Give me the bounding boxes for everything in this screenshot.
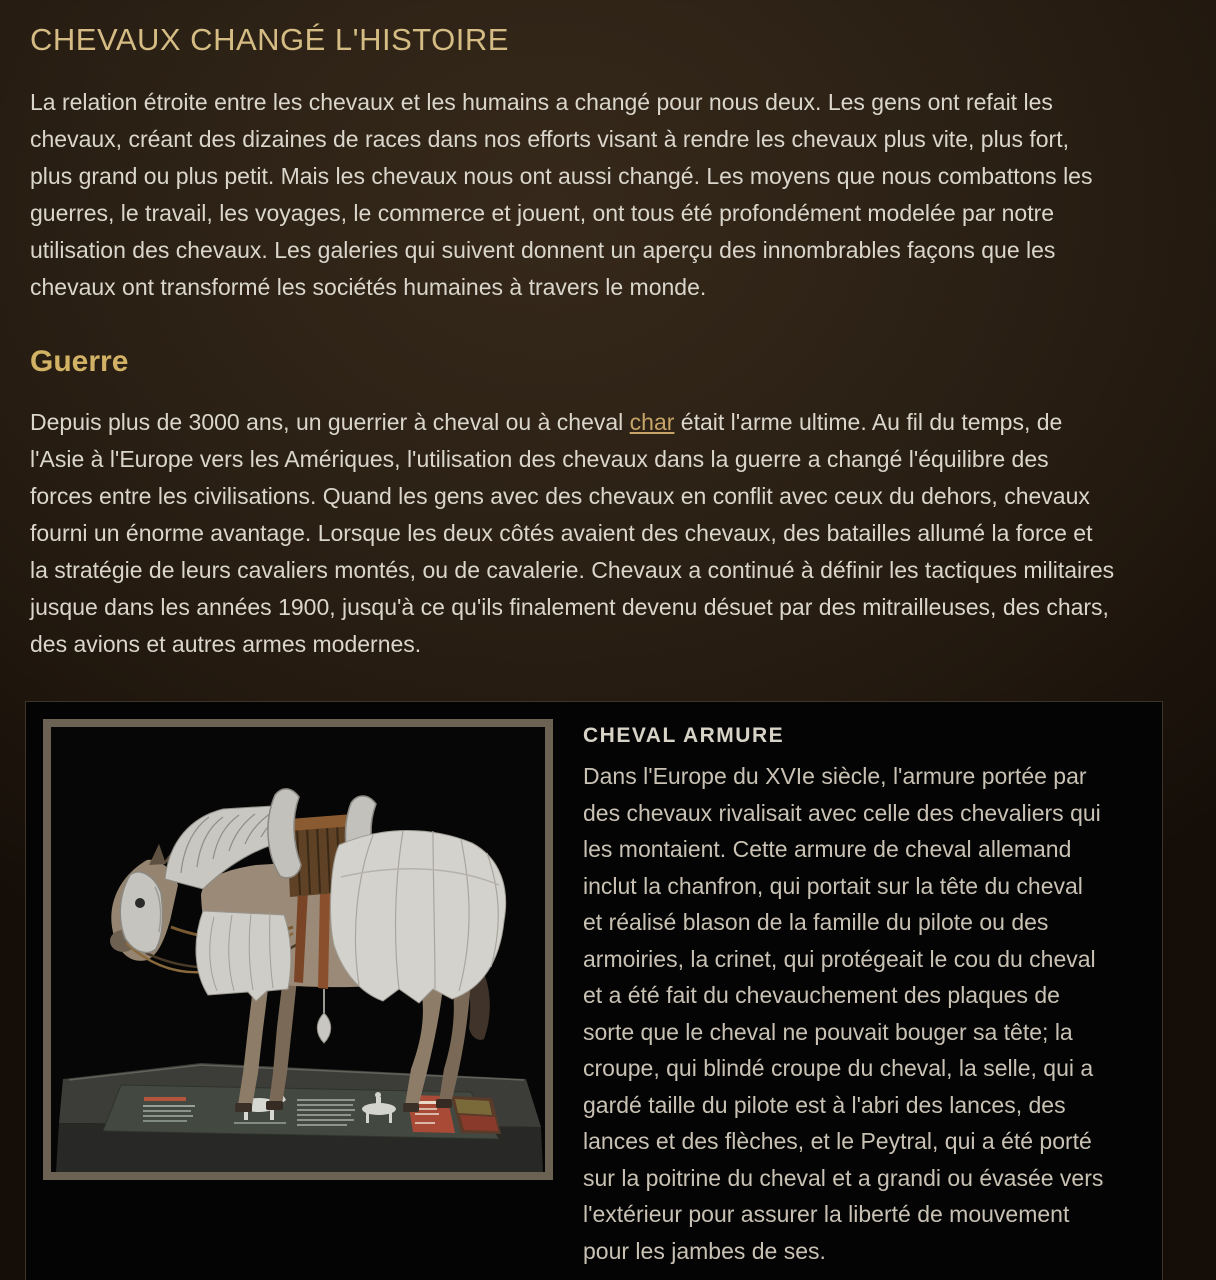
intro-paragraph: La relation étroite entre les chevaux et les humains a changé pour nous deux. Les gens ont refait les chevaux, créant des dizaines de races dans nos efforts visant à rendre les chevaux plus vite, plus fort, plus grand ou plus petit. Mais les chevaux nous ont aussi changé. Les moyens que nous combattons les guerres, le travail, les voyages, le commerce et jouent, ont tous été profondément modelée par notre utilisation des chevaux. Les galeries qui suivent donnent un aperçu des innombrables façons que les chevaux ont transformé les sociétés humaines à travers le monde. xyxy=(30,89,1093,300)
war-paragraph-before-link: Depuis plus de 3000 ans, un guerrier à cheval ou à cheval xyxy=(30,409,630,435)
exhibit-photo-frame xyxy=(43,719,553,1180)
exhibit-panel xyxy=(25,701,1163,1280)
char-link[interactable]: char xyxy=(629,409,675,435)
section-heading-guerre: Guerre xyxy=(30,345,129,378)
exhibit-caption-heading: CHEVAL ARMURE xyxy=(583,724,785,747)
war-paragraph-after-link: était l'arme ultime. Au fil du temps, de l'Asie à l'Europe vers les Amériques, l'utilisation des chevaux dans la guerre a changé l'équilibre des forces entre les civilisations. Quand les gens avec des chevaux en conflit avec ceux du dehors, chevaux fourni un énorme avantage. Lorsque les deux côtés avaient des chevaux, des batailles allumé la force et la stratégie de leurs cavaliers montés, ou de cavalerie. Chevaux a continué à définir les tactiques militaires jusque dans les années 1900, jusqu'à ce qu'ils finalement devenu désuet par des mitrailleuses, des chars, des avions et autres armes modernes. xyxy=(30,409,1115,657)
armored-horse-photo xyxy=(51,727,545,1172)
page-title: CHEVAUX CHANGÉ L'HISTOIRE xyxy=(30,22,509,57)
exhibit-caption-body: Dans l'Europe du XVIe siècle, l'armure portée par des chevaux rivalisait avec celle des chevaliers qui les montaient. Cette armure de cheval allemand inclut la chanfron, qui portait sur la tête du cheval et réalisé blason de la famille du pilote ou des armoiries, la crinet, qui protégeait le cou du cheval et a été fait du chevauchement des plaques de sorte que le cheval ne pouvait bouger sa tête; la croupe, qui blindé croupe du cheval, la selle, qui a gardé taille du pilote est à l'abri des lances, des lances et des flèches, et le Peytral, qui a été porté sur la poitrine du cheval et a grandi ou évasée vers l'extérieur pour assurer la liberté de mouvement pour les jambes de ses. xyxy=(583,763,1104,1264)
war-paragraph xyxy=(30,404,1115,663)
exhibit-caption xyxy=(583,712,1108,1269)
